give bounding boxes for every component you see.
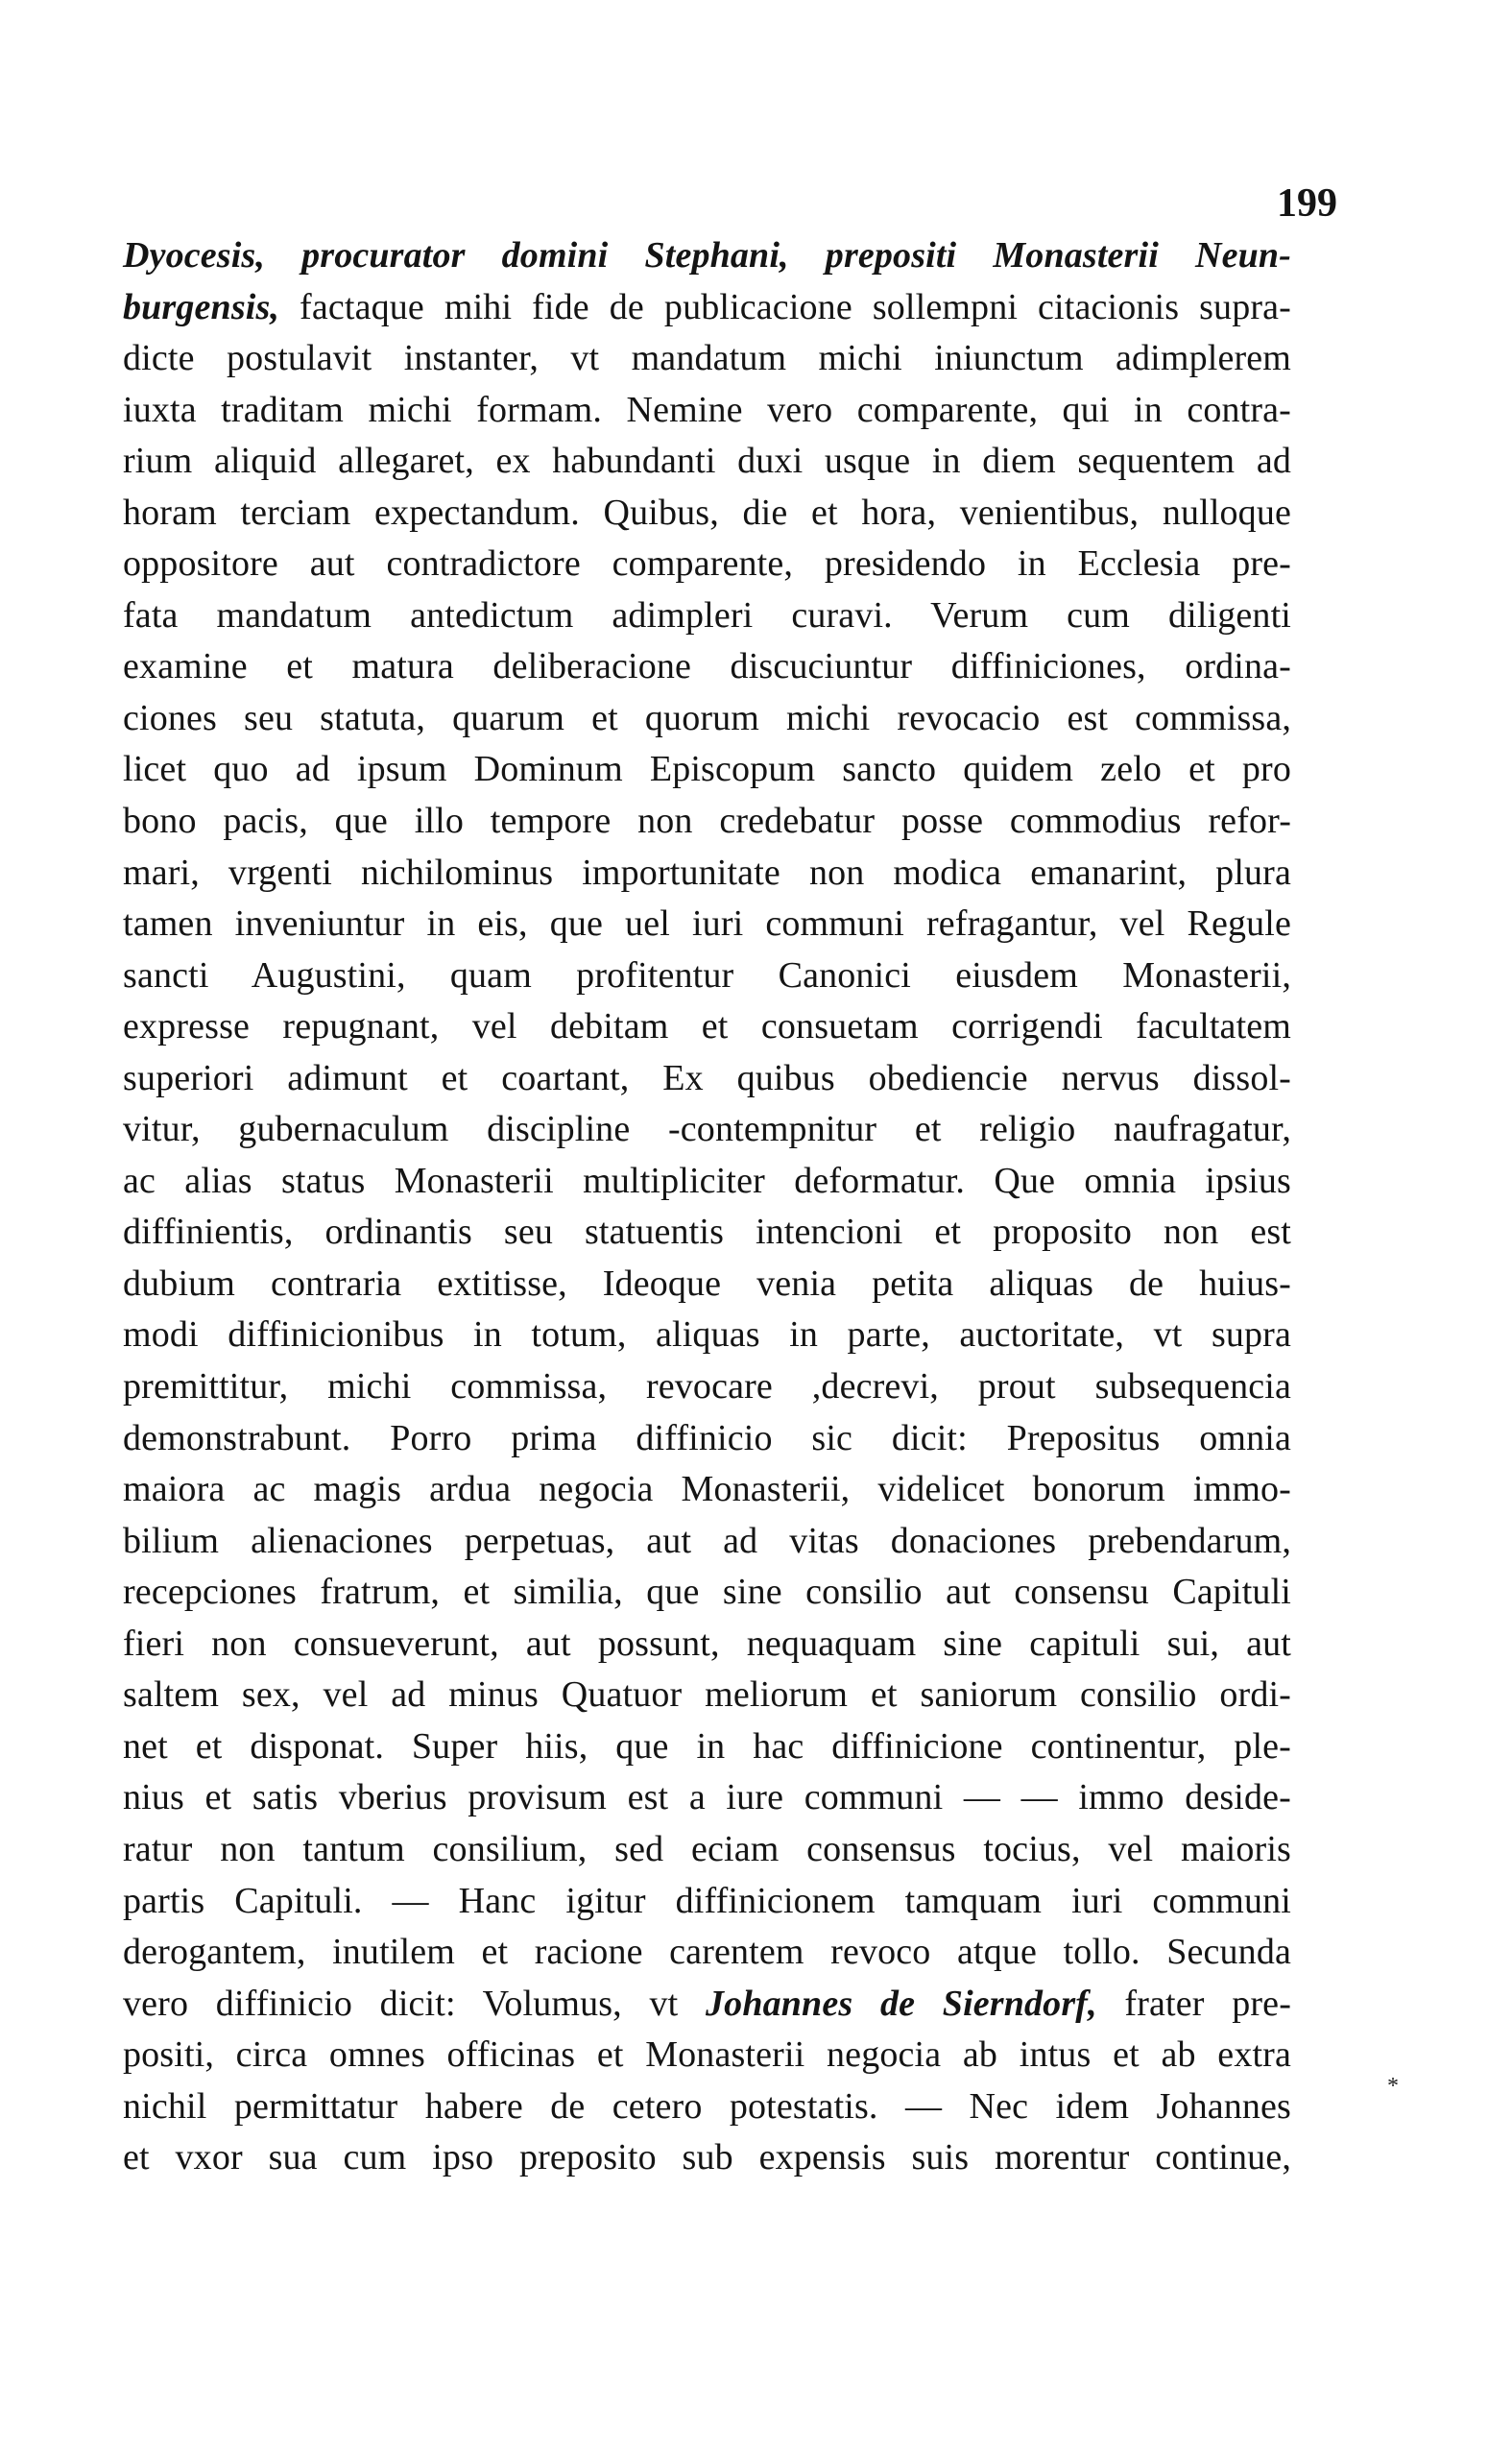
text-segment: dubium contraria extitisse, Ideoque venia petita aliquas de huius- bbox=[123, 1263, 1291, 1304]
text-line bbox=[123, 1104, 1291, 1156]
text-segment: bono pacis, que illo tempore non credebatur posse commodius refor- bbox=[123, 801, 1291, 842]
marginal-mark: * bbox=[1387, 2074, 1399, 2099]
text-line bbox=[123, 1361, 1291, 1413]
text-segment: ac alias status Monasterii multipliciter deformatur. Que omnia ipsius bbox=[123, 1160, 1291, 1201]
text-segment: ratur non tantum consilium, sed eciam consensus tocius, vel maioris bbox=[123, 1828, 1291, 1869]
text-segment: superiori adimunt et coartant, Ex quibus obediencie nervus dissol- bbox=[123, 1057, 1291, 1098]
text-line bbox=[123, 1979, 1291, 2031]
text-segment: bilium alienaciones perpetuas, aut ad vitas donaciones prebendarum, bbox=[123, 1520, 1291, 1561]
text-segment: nius et satis vberius provisum est a iure communi — — immo deside- bbox=[123, 1777, 1291, 1818]
text-line bbox=[123, 488, 1291, 540]
text-segment: premittitur, michi commissa, revocare ,decrevi, prout subsequencia bbox=[123, 1366, 1291, 1407]
text-line bbox=[123, 1876, 1291, 1928]
text-line bbox=[123, 1772, 1291, 1824]
text-line bbox=[123, 693, 1291, 745]
text-line bbox=[123, 1310, 1291, 1361]
text-line bbox=[123, 899, 1291, 950]
text-line bbox=[123, 1156, 1291, 1208]
text-line bbox=[123, 385, 1291, 437]
text-segment: frater pre- bbox=[1096, 1983, 1292, 2024]
text-line bbox=[123, 1824, 1291, 1876]
text-line bbox=[123, 1516, 1291, 1568]
text-segment: positi, circa omnes officinas et Monasterii negocia ab intus et ab extra bbox=[123, 2034, 1291, 2076]
text-segment: derogantem, inutilem et racione carentem revoco atque tollo. Secunda bbox=[123, 1932, 1291, 1973]
text-line bbox=[123, 1670, 1291, 1721]
text-line bbox=[123, 848, 1291, 900]
text-line bbox=[123, 230, 1291, 282]
text-line bbox=[123, 1413, 1291, 1465]
text-segment: et vxor sua cum ipso preposito sub expensis suis morentur continue, bbox=[123, 2137, 1291, 2178]
text-line bbox=[123, 282, 1291, 334]
text-segment: vero diffinicio dicit: Volumus, vt bbox=[123, 1983, 707, 2024]
text-segment: factaque mihi fide de publicacione sollempni citacionis supra- bbox=[300, 286, 1291, 327]
text-segment: tamen inveniuntur in eis, que uel iuri communi refragantur, vel Regule bbox=[123, 903, 1291, 945]
text-segment: maiora ac magis ardua negocia Monasterii, videlicet bonorum immo- bbox=[123, 1469, 1291, 1510]
text-line bbox=[123, 1464, 1291, 1516]
text-line bbox=[123, 1001, 1291, 1053]
page-number: 199 bbox=[1277, 181, 1337, 226]
text-segment: mari, vrgenti nichilominus importunitate non modica emanarint, plura bbox=[123, 852, 1291, 893]
text-line bbox=[123, 1053, 1291, 1105]
text-line bbox=[123, 539, 1291, 590]
text-segment: expresse repugnant, vel debitam et consuetam corrigendi facultatem bbox=[123, 1006, 1291, 1047]
text-line bbox=[123, 796, 1291, 848]
text-segment: licet quo ad ipsum Dominum Episcopum sancto quidem zelo et pro bbox=[123, 749, 1291, 790]
text-line bbox=[123, 1619, 1291, 1671]
text-segment: vitur, gubernaculum discipline -contempnitur et religio naufragatur, bbox=[123, 1109, 1291, 1150]
text-segment: diffinientis, ordinantis seu statuentis intencioni et proposito non est bbox=[123, 1212, 1291, 1253]
text-line bbox=[123, 641, 1291, 693]
text-segment: recepciones fratrum, et similia, que sine consilio aut consensu Capituli bbox=[123, 1572, 1291, 1613]
text-segment: nichil permittatur habere de cetero potestatis. — Nec idem Johannes bbox=[123, 2085, 1291, 2127]
text-segment: saltem sex, vel ad minus Quatuor meliorum et saniorum consilio ordi- bbox=[123, 1674, 1291, 1716]
body-text bbox=[123, 230, 1291, 2184]
text-line bbox=[123, 1721, 1291, 1773]
text-line bbox=[123, 1259, 1291, 1311]
text-segment: demonstrabunt. Porro prima diffinicio sic dicit: Prepositus omnia bbox=[123, 1417, 1291, 1458]
text-segment: horam terciam expectandum. Quibus, die et hora, venientibus, nulloque bbox=[123, 492, 1291, 533]
text-line bbox=[123, 950, 1291, 1002]
text-line bbox=[123, 2081, 1291, 2133]
text-line bbox=[123, 2030, 1291, 2081]
text-segment: modi diffinicionibus in totum, aliquas in parte, auctoritate, vt supra bbox=[123, 1314, 1291, 1356]
text-line bbox=[123, 1207, 1291, 1259]
italic-segment: Johannes de Sierndorf, bbox=[706, 1983, 1097, 2024]
text-segment: ciones seu statuta, quarum et quorum michi revocacio est commissa, bbox=[123, 697, 1291, 738]
text-segment: examine et matura deliberacione discuciuntur diffiniciones, ordina- bbox=[123, 646, 1291, 687]
text-segment: net et disponat. Super hiis, que in hac diffinicione continentur, ple- bbox=[123, 1725, 1291, 1767]
text-line bbox=[123, 333, 1291, 385]
text-line bbox=[123, 2132, 1291, 2184]
text-segment: iuxta traditam michi formam. Nemine vero comparente, qui in contra- bbox=[123, 389, 1291, 430]
text-segment: rium aliquid allegaret, ex habundanti duxi usque in diem sequentem ad bbox=[123, 441, 1291, 482]
text-segment: fata mandatum antedictum adimpleri curavi. Verum cum diligenti bbox=[123, 594, 1291, 636]
text-segment: dicte postulavit instanter, vt mandatum michi iniunctum adimplerem bbox=[123, 338, 1291, 379]
text-segment: oppositore aut contradictore comparente, presidendo in Ecclesia pre- bbox=[123, 543, 1291, 585]
text-segment: fieri non consueverunt, aut possunt, nequaquam sine capituli sui, aut bbox=[123, 1623, 1291, 1664]
text-line bbox=[123, 744, 1291, 796]
text-line bbox=[123, 436, 1291, 488]
text-segment: sancti Augustini, quam profitentur Canonici eiusdem Monasterii, bbox=[123, 954, 1291, 996]
text-segment: partis Capituli. — Hanc igitur diffinicionem tamquam iuri communi bbox=[123, 1880, 1291, 1921]
text-line bbox=[123, 1567, 1291, 1619]
italic-segment: Dyocesis, procurator domini Stephani, prepositi Monasterii Neun- bbox=[123, 235, 1291, 276]
italic-segment: burgensis, bbox=[123, 286, 300, 327]
text-line bbox=[123, 1927, 1291, 1979]
text-line bbox=[123, 590, 1291, 642]
